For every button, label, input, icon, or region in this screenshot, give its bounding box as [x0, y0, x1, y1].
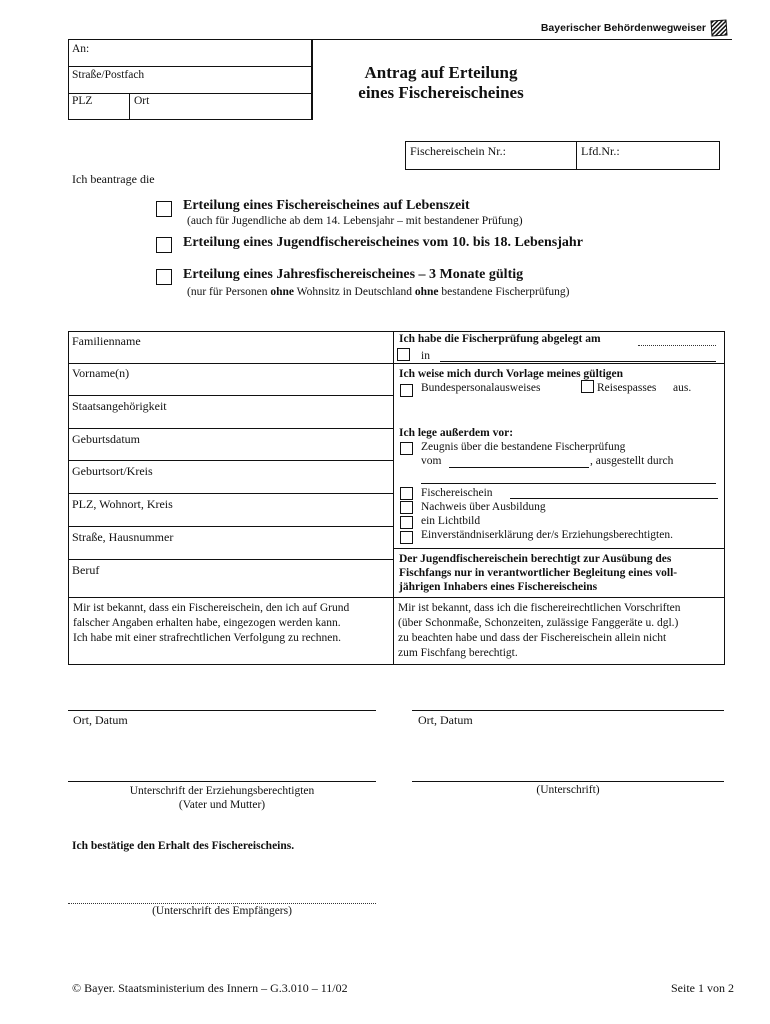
guardian-signature-label — [68, 784, 376, 812]
footer-page-number: Seite 1 von 2 — [671, 981, 734, 995]
field-surname-label: Familienname — [72, 334, 141, 348]
declaration-left-line-3: Ich habe mit einer strafrechtlichen Verfolgung zu rechnen. — [73, 632, 342, 644]
doc-license-label: Fischereischein — [421, 487, 493, 499]
doc-certificate-from-label: vom — [421, 455, 442, 467]
exam-date-line — [638, 345, 716, 346]
declaration-left-line-2: falscher Angaben erhalten habe, eingezogen werden kann. — [73, 617, 341, 629]
field-birthdate-label: Geburtsdatum — [72, 432, 140, 446]
recipient-signature-label: (Unterschrift des Empfängers) — [152, 905, 292, 917]
place-date-right-line — [412, 710, 724, 711]
exam-taken-label: Ich habe die Fischerprüfung abgelegt am — [399, 333, 601, 345]
doc-photo-checkbox[interactable] — [400, 516, 413, 529]
declaration-right-line-1: Mir ist bekannt, dass ich die fischereirechtlichen Vorschriften — [398, 602, 681, 614]
guardian-signature-line-2: (Vater und Mutter) — [178, 799, 266, 811]
doc-consent-checkbox[interactable] — [400, 531, 413, 544]
youth-note-line-2: Fischfangs nur in verantwortlicher Begleitung eines voll- — [399, 567, 678, 579]
address-to-label: An: — [72, 43, 90, 55]
applicant-signature-line — [412, 781, 724, 782]
place-date-left-label: Ort, Datum — [73, 713, 128, 727]
option-annual-note-mid: Wohnsitz in Deutschland — [294, 286, 415, 298]
doc-photo-label: ein Lichtbild — [421, 515, 481, 527]
declaration-right-line-2: (über Schonmaße, Schonzeiten, zulässige Fanggeräte u. dgl.) — [398, 617, 679, 629]
address-city-label: Ort — [134, 95, 150, 107]
option-annual-note-emph-1: ohne — [270, 286, 295, 298]
bavarian-lozenge-icon — [710, 19, 728, 37]
declaration-left — [73, 601, 349, 646]
option-annual-note-post: bestandene Fischerprüfung) — [438, 286, 570, 298]
option-annual-note-pre: (nur für Personen — [187, 286, 271, 298]
youth-note-line-1: Der Jugendfischereischein berechtigt zur Ausübung des — [399, 553, 672, 565]
place-date-right-label: Ort, Datum — [418, 713, 473, 727]
guardian-signature-line-1: Unterschrift der Erziehungsberechtigten — [129, 785, 315, 797]
recipient-signature-line — [68, 903, 376, 904]
guardian-signature-line — [68, 781, 376, 782]
applicant-signature-label: (Unterschrift) — [536, 784, 600, 796]
form-title — [330, 63, 552, 103]
doc-certificate-issuer-line — [421, 483, 716, 484]
youth-license-note — [399, 552, 677, 594]
license-serial-label: Lfd.Nr.: — [581, 144, 620, 158]
doc-training-checkbox[interactable] — [400, 501, 413, 514]
option-annual-checkbox[interactable] — [156, 269, 172, 285]
form-title-line-1: Antrag auf Erteilung — [364, 63, 518, 82]
portal-name: Bayerischer Behördenwegweiser — [540, 22, 706, 34]
field-firstname-label: Vorname(n) — [72, 366, 130, 380]
option-lifetime-checkbox[interactable] — [156, 201, 172, 217]
doc-certificate-issued-label: , ausgestellt durch — [590, 455, 674, 467]
field-residence-label: PLZ, Wohnort, Kreis — [72, 497, 173, 511]
youth-note-line-3: jährigen Inhabers eines Fischereischeins — [399, 581, 598, 593]
doc-certificate-label: Zeugnis über die bestandene Fischerprüfung — [421, 441, 626, 453]
footer-copyright: © Bayer. Staatsministerium des Innern – G.3.010 – 11/02 — [72, 981, 348, 995]
declaration-right-line-4: zum Fischfang berechtigt. — [398, 647, 518, 659]
doc-training-label: Nachweis über Ausbildung — [421, 501, 546, 513]
option-annual-note-emph-2: ohne — [414, 286, 439, 298]
documents-title: Ich lege außerdem vor: — [399, 427, 514, 439]
id-card-label: Bundespersonalausweises — [421, 382, 541, 394]
exam-taken-checkbox[interactable] — [397, 348, 410, 361]
address-street-label: Straße/Postfach — [72, 69, 145, 81]
form-title-line-2: eines Fischereischeines — [358, 83, 524, 102]
license-number-label: Fischereischein Nr.: — [410, 144, 506, 158]
id-document-title: Ich weise mich durch Vorlage meines gültigen — [399, 368, 624, 380]
field-nationality-label: Staatsangehörigkeit — [72, 399, 167, 413]
option-lifetime-title: Erteilung eines Fischereischeines auf Lebenszeit — [183, 198, 470, 213]
option-lifetime-note: (auch für Jugendliche ab dem 14. Lebensjahr – mit bestandener Prüfung) — [187, 215, 523, 227]
doc-license-checkbox[interactable] — [400, 487, 413, 500]
declaration-left-line-1: Mir ist bekannt, dass ein Fischereischein, den ich auf Grund — [73, 602, 350, 614]
doc-license-line — [510, 498, 718, 499]
place-date-left-line — [68, 710, 376, 711]
request-intro: Ich beantrage die — [72, 172, 155, 186]
option-annual-title: Erteilung eines Jahresfischereischeines – 3 Monate gültig — [183, 267, 524, 282]
passport-checkbox[interactable] — [581, 380, 594, 393]
option-youth-checkbox[interactable] — [156, 237, 172, 253]
declaration-right-line-3: zu beachten habe und dass der Fischereischein allein nicht — [398, 632, 667, 644]
passport-label: Reisespasses — [597, 382, 657, 394]
doc-consent-label: Einverständniserklärung der/s Erziehungsberechtigten. — [421, 529, 673, 541]
exam-place-line — [440, 361, 716, 362]
option-youth-title: Erteilung eines Jugendfischereischeines vom 10. bis 18. Lebensjahr — [183, 235, 583, 250]
id-card-checkbox[interactable] — [400, 384, 413, 397]
exam-place-label: in — [421, 350, 430, 362]
doc-certificate-date-line — [449, 467, 589, 468]
field-street-label: Straße, Hausnummer — [72, 530, 174, 544]
field-birthplace-label: Geburtsort/Kreis — [72, 464, 153, 478]
address-zip-label: PLZ — [72, 95, 93, 107]
doc-certificate-checkbox[interactable] — [400, 442, 413, 455]
id-suffix: aus. — [673, 382, 692, 394]
option-annual-note — [187, 286, 569, 298]
receipt-confirmation: Ich bestätige den Erhalt des Fischereischeins. — [72, 840, 295, 852]
field-occupation-label: Beruf — [72, 563, 100, 577]
declaration-right — [398, 601, 681, 661]
